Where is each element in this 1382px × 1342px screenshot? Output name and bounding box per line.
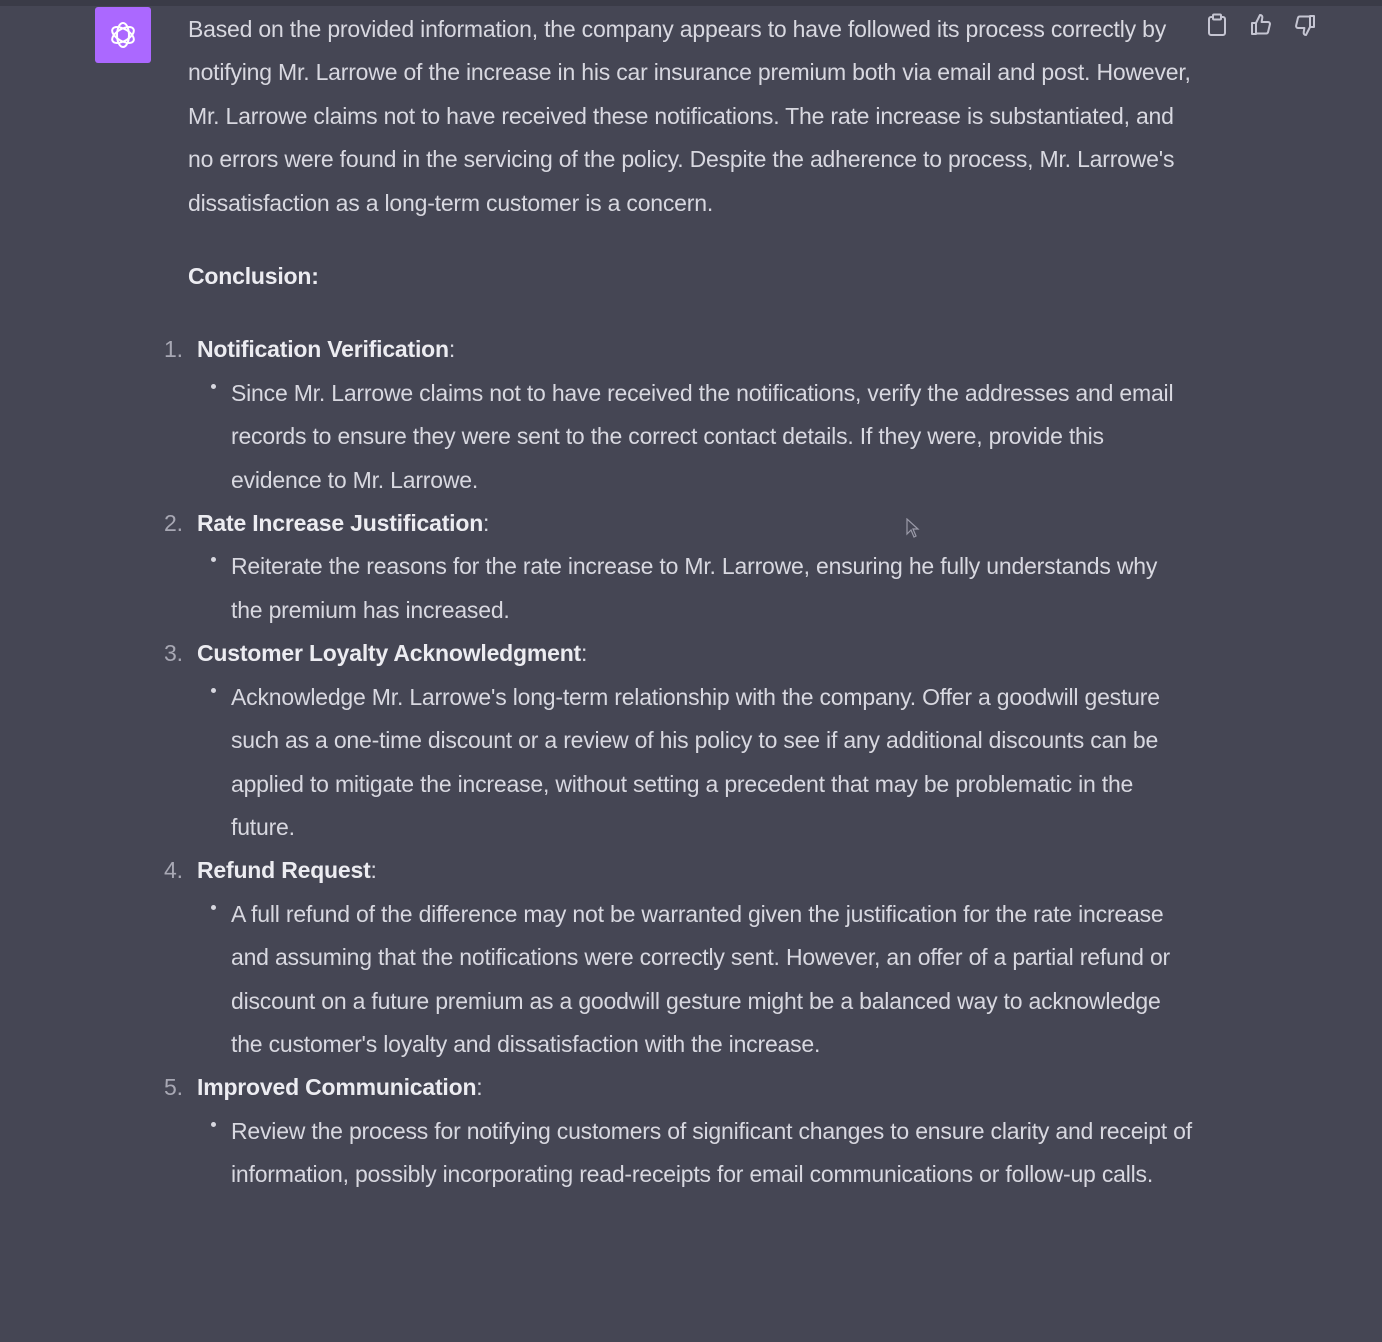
bullet-item xyxy=(188,545,1193,632)
list-number: 4. xyxy=(164,857,183,884)
list-item: 2. Rate Increase Justification: Reiterate the reasons for the rate increase to Mr. Larrowe, ensuring he fully understands why the premium has increased. xyxy=(188,502,1193,632)
bullet-icon xyxy=(211,905,216,910)
bullet-item xyxy=(188,1110,1193,1197)
list-number: 3. xyxy=(164,640,183,667)
list-number: 1. xyxy=(164,336,183,363)
list-item: 5. Improved Communication: Review the process for notifying customers of significant changes to ensure clarity and receipt of information, possibly incorporating read-receipts for email communications or follow-up calls. xyxy=(188,1066,1193,1196)
bullet-item xyxy=(188,676,1193,850)
list-item: 3. Customer Loyalty Acknowledgment: Acknowledge Mr. Larrowe's long-term relationship with the company. Offer a goodwill gesture such as a one-time discount or a review of his policy to see if any additional discounts can be applied to mitigate the increase, without setting a precedent that may be problematic in the future. xyxy=(188,632,1193,849)
openai-logo-icon xyxy=(106,18,140,52)
bullet-icon xyxy=(211,557,216,562)
assistant-message xyxy=(164,8,1193,1197)
point-title: Refund Request xyxy=(197,857,371,884)
copy-button[interactable] xyxy=(1204,12,1230,38)
bullet-text: Reiterate the reasons for the rate increase to Mr. Larrowe, ensuring he fully understands why the premium has increased. xyxy=(231,553,1158,623)
bullet-text: Since Mr. Larrowe claims not to have received the notifications, verify the addresses and email records to ensure they were sent to the correct contact details. If they were, provide this evidence to Mr. Larrowe. xyxy=(231,379,1174,493)
conclusion-list xyxy=(164,328,1193,1196)
bullet-icon xyxy=(211,384,216,389)
point-title: Customer Loyalty Acknowledgment xyxy=(197,640,582,667)
mouse-cursor-icon xyxy=(906,518,920,543)
intro-paragraph: Based on the provided information, the company appears to have followed its process correctly by notifying Mr. Larrowe of the increase in his car insurance premium both via email and post. However, Mr. Larrowe claims not to have received these notifications. The rate increase is substantiated, and no errors were found in the servicing of the policy. Despite the adherence to process, Mr. Larrowe's dissatisfaction as a long-term customer is a concern. xyxy=(188,16,1191,216)
bullet-icon xyxy=(211,688,216,693)
list-item: 4. Refund Request: A full refund of the difference may not be warranted given the justification for the rate increase and assuming that the notifications were correctly sent. However, an offer of a partial refund or discount on a future premium as a goodwill gesture might be a balanced way to acknowledge the customer's loyalty and dissatisfaction with the increase. xyxy=(188,849,1193,1066)
point-title: Improved Communication xyxy=(197,1074,477,1101)
list-number: 5. xyxy=(164,1074,183,1101)
thumbs-up-icon xyxy=(1249,13,1273,37)
message-actions xyxy=(1204,12,1318,38)
top-bar xyxy=(0,0,1382,6)
bullet-icon xyxy=(211,1122,216,1127)
bullet-text: Review the process for notifying customers of significant changes to ensure clarity and receipt of information, possibly incorporating read-receipts for email communications or follow-up calls. xyxy=(231,1117,1192,1188)
bullet-text: Acknowledge Mr. Larrowe's long-term relationship with the company. Offer a goodwill gesture such as a one-time discount or a review of his policy to see if any additional discounts can be applied to mitigate the increase, without setting a precedent that may be problematic in the future. xyxy=(231,683,1160,840)
thumbs-down-icon xyxy=(1293,13,1317,37)
bullet-text: A full refund of the difference may not be warranted given the justification for the rate increase and assuming that the notifications were correctly sent. However, an offer of a partial refund or discount on a future premium as a goodwill gesture might be a balanced way to acknowledge the customer's loyalty and dissatisfaction with the increase. xyxy=(231,900,1171,1057)
bullet-item xyxy=(188,893,1193,1067)
list-item: 1. Notification Verification: Since Mr. Larrowe claims not to have received the notifications, verify the addresses and email records to ensure they were sent to the correct contact details. If they were, provide this evidence to Mr. Larrowe. xyxy=(188,328,1193,502)
assistant-avatar xyxy=(95,7,151,63)
point-title: Notification Verification xyxy=(197,336,449,363)
point-title: Rate Increase Justification xyxy=(197,510,484,537)
conclusion-heading: Conclusion: xyxy=(188,263,319,290)
thumbs-up-button[interactable] xyxy=(1248,12,1274,38)
clipboard-icon xyxy=(1206,13,1228,37)
thumbs-down-button[interactable] xyxy=(1292,12,1318,38)
list-number: 2. xyxy=(164,510,183,537)
bullet-item xyxy=(188,372,1193,502)
